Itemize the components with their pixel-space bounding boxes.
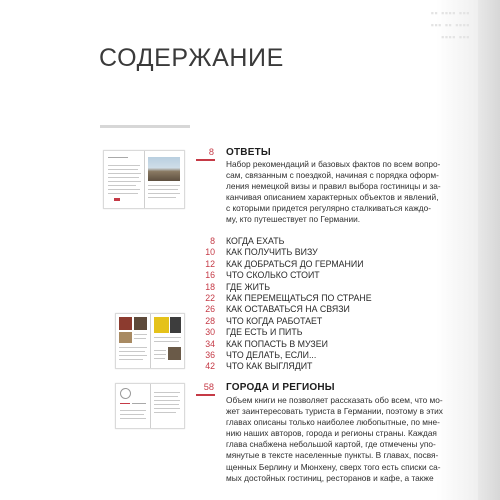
thumb-photo-river-town (148, 157, 180, 181)
section-description (226, 395, 443, 484)
page-title: СОДЕРЖАНИЕ (99, 44, 284, 72)
toc-title: ЧТО КАК ВЫГЛЯДИТ (226, 361, 313, 372)
section-marker (196, 159, 215, 161)
thumb-text-line (108, 165, 140, 166)
thumb-red-marker (114, 198, 120, 201)
description-line: щенных Берлину и Мюнхену, сверх того есть списки са- (226, 461, 441, 472)
thumb-text-line (154, 412, 176, 413)
description-line: ления немецкой визы и правил выбора гостиницы и за- (226, 181, 441, 192)
description-line: канчивая описанием характерных объектов и явлений, (226, 192, 439, 203)
thumb-text-line (154, 396, 178, 397)
thumb-text-line (154, 408, 180, 409)
thumb-text-line (108, 193, 138, 194)
toc-title: КАК ПОЛУЧИТЬ ВИЗУ (226, 247, 318, 258)
section-marker (196, 394, 215, 396)
toc-page-number: 42 (205, 361, 215, 372)
next-page-edge (478, 0, 500, 500)
thumb-text-line (119, 355, 147, 356)
thumb-photo (168, 347, 181, 360)
section-description (226, 159, 441, 226)
title-divider (100, 125, 190, 128)
thumb-text-line (108, 173, 141, 174)
description-line: сам, связанным с поездкой, начиная с порядка оформ- (226, 170, 439, 181)
toc-title: ГДЕ ЕСТЬ И ПИТЬ (226, 327, 303, 338)
description-line: Набор рекомендаций и базовых фактов по всем вопро- (226, 159, 441, 169)
toc-title: КАК ПОПАСТЬ В МУЗЕИ (226, 338, 328, 349)
toc-page-number: 30 (205, 327, 215, 338)
thumb-text-line (154, 337, 181, 338)
toc-title: ЧТО ДЕЛАТЬ, ЕСЛИ... (226, 349, 317, 360)
thumb-text-line (108, 189, 140, 190)
thumb-text-line (154, 358, 165, 359)
toc-title: ЧТО СКОЛЬКО СТОИТ (226, 270, 320, 281)
toc-page-number: 12 (205, 258, 215, 269)
description-line: жет заинтересовать туриста в Германии, поэтому в этих (226, 406, 443, 417)
toc-title: ЧТО КОГДА РАБОТАЕТ (226, 315, 323, 326)
bleed-through-text: ▪▪ ▪▪▪▪ ▪▪▪ (430, 8, 470, 18)
thumb-text-line (120, 418, 146, 419)
thumb-text-line (154, 350, 166, 351)
description-line: мянутые в тексте населенные пункты. В главах, посвя- (226, 450, 439, 461)
thumb-text-line (120, 414, 144, 415)
description-line: главах описаны только наиболее любопытные, по мне- (226, 417, 440, 428)
thumb-text-line (134, 338, 146, 339)
thumb-photo-yellow-sign (154, 317, 169, 333)
toc-page-number: 22 (205, 292, 215, 303)
bleed-through-text: ▪▪▪▪ ▪▪▪ (441, 32, 470, 42)
thumb-text-line (134, 334, 147, 335)
spine-line (150, 384, 151, 428)
toc-page-number: 10 (205, 247, 215, 258)
thumb-text-line (154, 404, 179, 405)
toc-page-number: 26 (205, 304, 215, 315)
description-line: с которыми придется регулярно сталкиваться каждо- (226, 203, 431, 214)
thumb-text-line (148, 197, 176, 198)
toc-title: КАК ДОБРАТЬСЯ ДО ГЕРМАНИИ (226, 258, 364, 269)
thumb-text-line (119, 351, 145, 352)
thumb-photo (134, 317, 147, 330)
spine-line (144, 151, 145, 208)
spine-line (150, 314, 151, 368)
toc-page-number: 18 (205, 281, 215, 292)
thumb-text-line (154, 354, 166, 355)
thumb-heading (132, 403, 146, 404)
section-thumbnail-cities (115, 383, 185, 429)
thumb-text-line (120, 410, 146, 411)
description-line: му, кто путешествует по Германии. (226, 214, 361, 225)
thumb-photo (119, 317, 132, 330)
section-thumbnail-answers (103, 150, 185, 209)
section-page-number[interactable]: 58 (203, 382, 214, 392)
thumb-text-line (148, 193, 180, 194)
thumb-text-line (148, 185, 180, 186)
toc-title: КАК ОСТАВАТЬСЯ НА СВЯЗИ (226, 304, 350, 315)
thumb-page-number (120, 403, 130, 404)
section-title[interactable]: ГОРОДА И РЕГИОНЫ (226, 382, 335, 393)
thumb-text-line (119, 359, 143, 360)
thumb-map-icon (120, 388, 131, 399)
toc-title: КОГДА ЕХАТЬ (226, 236, 285, 246)
thumb-text-line (108, 169, 138, 170)
thumb-photo (119, 332, 132, 343)
thumb-text-line (119, 347, 147, 348)
thumb-text-line (108, 177, 139, 178)
toc-title: КАК ПЕРЕМЕЩАТЬСЯ ПО СТРАНЕ (226, 292, 372, 303)
thumb-text-line (154, 392, 180, 393)
thumb-text-line (148, 189, 178, 190)
toc-page-number: 28 (205, 315, 215, 326)
toc-page-number: 16 (205, 270, 215, 281)
section-page-number[interactable]: 8 (208, 147, 214, 157)
thumb-text-line (108, 185, 136, 186)
description-line: мых достойных гостиниц, ресторанов и кафе, а также (226, 472, 434, 483)
bleed-through-text: ▪▪▪ ▪▪ ▪▪▪▪ (430, 20, 470, 30)
description-line: Объем книги не позволяет рассказать обо всем, что мо- (226, 395, 443, 405)
section-thumbnail-practical (115, 313, 185, 369)
section-title[interactable]: ОТВЕТЫ (226, 147, 271, 158)
toc-title: ГДЕ ЖИТЬ (226, 281, 271, 292)
thumb-text-line (154, 341, 179, 342)
thumb-text-line (154, 400, 180, 401)
toc-page-number: 34 (205, 338, 215, 349)
toc-page-number: 36 (205, 349, 215, 360)
thumb-text-line (108, 181, 141, 182)
description-line: глава снабжена небольшой картой, где отмечены упо- (226, 439, 436, 450)
toc-page-number: 8 (210, 236, 215, 246)
thumb-photo (170, 317, 181, 333)
description-line: нию наших авторов, города и регионы страны. Каждая (226, 428, 437, 439)
thumb-heading (108, 157, 128, 158)
